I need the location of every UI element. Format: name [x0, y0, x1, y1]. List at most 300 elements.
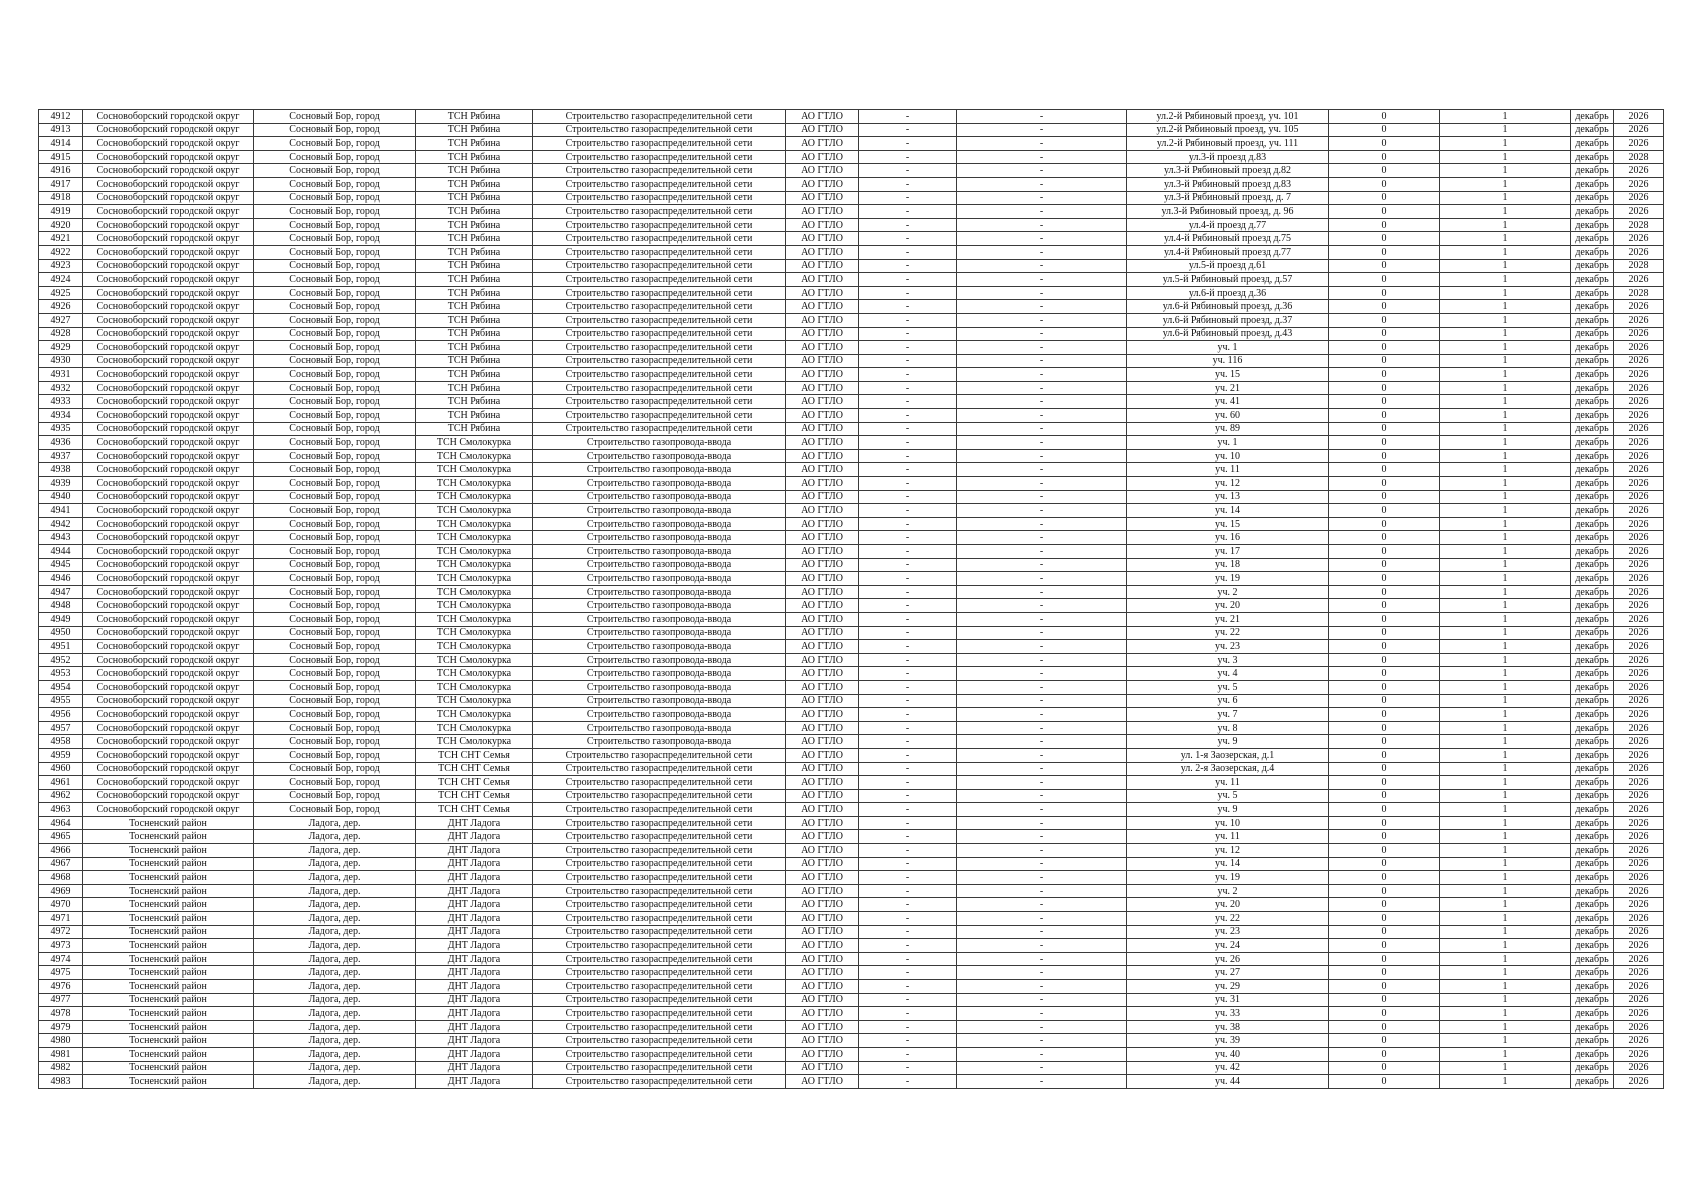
row-number-cell: 4935 [39, 422, 83, 436]
settlement-cell: Сосновый Бор, город [254, 531, 416, 545]
contractor-cell: АО ГТЛО [786, 694, 859, 708]
dash-cell-b: - [957, 409, 1127, 423]
year-cell: 2026 [1614, 884, 1664, 898]
dash-cell-a: - [859, 150, 957, 164]
value-a-cell: 0 [1329, 680, 1440, 694]
address-cell: уч. 19 [1127, 871, 1329, 885]
settlement-cell: Сосновый Бор, город [254, 599, 416, 613]
year-cell: 2026 [1614, 123, 1664, 137]
dash-cell-a: - [859, 558, 957, 572]
value-a-cell: 0 [1329, 1047, 1440, 1061]
row-number-cell: 4950 [39, 626, 83, 640]
table-row [39, 191, 1664, 205]
address-cell: уч. 23 [1127, 925, 1329, 939]
year-cell: 2026 [1614, 1007, 1664, 1021]
address-cell: ул.5-й проезд д.61 [1127, 259, 1329, 273]
work-type-cell: Строительство газопровода-ввода [533, 694, 786, 708]
district-cell: Сосновоборский городской округ [83, 721, 254, 735]
year-cell: 2026 [1614, 313, 1664, 327]
partnership-cell: ТСН Смолокурка [416, 653, 533, 667]
value-b-cell: 1 [1440, 137, 1571, 151]
year-cell: 2026 [1614, 599, 1664, 613]
contractor-cell: АО ГТЛО [786, 300, 859, 314]
district-cell: Сосновоборский городской округ [83, 545, 254, 559]
dash-cell-a: - [859, 327, 957, 341]
work-type-cell: Строительство газораспределительной сети [533, 966, 786, 980]
dash-cell-a: - [859, 1034, 957, 1048]
row-number-cell: 4954 [39, 680, 83, 694]
year-cell: 2028 [1614, 150, 1664, 164]
address-cell: уч. 12 [1127, 477, 1329, 491]
dash-cell-b: - [957, 368, 1127, 382]
year-cell: 2026 [1614, 232, 1664, 246]
dash-cell-b: - [957, 830, 1127, 844]
row-number-cell: 4983 [39, 1075, 83, 1089]
settlement-cell: Ладога, дер. [254, 966, 416, 980]
value-b-cell: 1 [1440, 939, 1571, 953]
partnership-cell: ДНТ Ладога [416, 912, 533, 926]
month-cell: декабрь [1571, 504, 1614, 518]
month-cell: декабрь [1571, 327, 1614, 341]
table-row [39, 585, 1664, 599]
contractor-cell: АО ГТЛО [786, 191, 859, 205]
year-cell: 2026 [1614, 177, 1664, 191]
work-type-cell: Строительство газопровода-ввода [533, 626, 786, 640]
settlement-cell: Сосновый Бор, город [254, 585, 416, 599]
contractor-cell: АО ГТЛО [786, 504, 859, 518]
year-cell: 2026 [1614, 395, 1664, 409]
dash-cell-a: - [859, 517, 957, 531]
address-cell: уч. 41 [1127, 395, 1329, 409]
row-number-cell: 4955 [39, 694, 83, 708]
row-number-cell: 4969 [39, 884, 83, 898]
contractor-cell: АО ГТЛО [786, 205, 859, 219]
dash-cell-b: - [957, 545, 1127, 559]
table-row [39, 721, 1664, 735]
value-b-cell: 1 [1440, 354, 1571, 368]
value-b-cell: 1 [1440, 177, 1571, 191]
value-b-cell: 1 [1440, 327, 1571, 341]
dash-cell-b: - [957, 694, 1127, 708]
settlement-cell: Ладога, дер. [254, 816, 416, 830]
partnership-cell: ТСН СНТ Семья [416, 762, 533, 776]
row-number-cell: 4978 [39, 1007, 83, 1021]
value-a-cell: 0 [1329, 245, 1440, 259]
settlement-cell: Ладога, дер. [254, 912, 416, 926]
value-a-cell: 0 [1329, 762, 1440, 776]
year-cell: 2026 [1614, 1020, 1664, 1034]
contractor-cell: АО ГТЛО [786, 1075, 859, 1089]
dash-cell-a: - [859, 721, 957, 735]
month-cell: декабрь [1571, 694, 1614, 708]
year-cell: 2026 [1614, 1034, 1664, 1048]
contractor-cell: АО ГТЛО [786, 667, 859, 681]
district-cell: Тосненский район [83, 884, 254, 898]
value-a-cell: 0 [1329, 980, 1440, 994]
value-a-cell: 0 [1329, 177, 1440, 191]
table-row [39, 1047, 1664, 1061]
district-cell: Тосненский район [83, 844, 254, 858]
contractor-cell: АО ГТЛО [786, 844, 859, 858]
year-cell: 2026 [1614, 844, 1664, 858]
district-cell: Сосновоборский городской округ [83, 789, 254, 803]
table-row [39, 558, 1664, 572]
dash-cell-b: - [957, 341, 1127, 355]
table-row [39, 110, 1664, 124]
year-cell: 2026 [1614, 354, 1664, 368]
district-cell: Сосновоборский городской округ [83, 395, 254, 409]
work-type-cell: Строительство газопровода-ввода [533, 721, 786, 735]
dash-cell-a: - [859, 653, 957, 667]
value-a-cell: 0 [1329, 436, 1440, 450]
work-type-cell: Строительство газораспределительной сети [533, 150, 786, 164]
row-number-cell: 4960 [39, 762, 83, 776]
dash-cell-a: - [859, 1047, 957, 1061]
settlement-cell: Ладога, дер. [254, 844, 416, 858]
row-number-cell: 4913 [39, 123, 83, 137]
value-a-cell: 0 [1329, 857, 1440, 871]
work-type-cell: Строительство газопровода-ввода [533, 735, 786, 749]
dash-cell-a: - [859, 164, 957, 178]
contractor-cell: АО ГТЛО [786, 871, 859, 885]
month-cell: декабрь [1571, 300, 1614, 314]
district-cell: Тосненский район [83, 1020, 254, 1034]
address-cell: уч. 5 [1127, 789, 1329, 803]
partnership-cell: ТСН Рябина [416, 205, 533, 219]
row-number-cell: 4928 [39, 327, 83, 341]
district-cell: Тосненский район [83, 830, 254, 844]
value-a-cell: 0 [1329, 844, 1440, 858]
address-cell: уч. 21 [1127, 381, 1329, 395]
contractor-cell: АО ГТЛО [786, 490, 859, 504]
year-cell: 2026 [1614, 341, 1664, 355]
contractor-cell: АО ГТЛО [786, 436, 859, 450]
year-cell: 2026 [1614, 762, 1664, 776]
work-type-cell: Строительство газопровода-ввода [533, 504, 786, 518]
dash-cell-a: - [859, 545, 957, 559]
value-b-cell: 1 [1440, 191, 1571, 205]
year-cell: 2026 [1614, 477, 1664, 491]
settlement-cell: Ладога, дер. [254, 1061, 416, 1075]
dash-cell-a: - [859, 1007, 957, 1021]
address-cell: уч. 17 [1127, 545, 1329, 559]
value-a-cell: 0 [1329, 490, 1440, 504]
table-row [39, 803, 1664, 817]
year-cell: 2026 [1614, 531, 1664, 545]
dash-cell-b: - [957, 137, 1127, 151]
row-number-cell: 4921 [39, 232, 83, 246]
table-row [39, 939, 1664, 953]
value-a-cell: 0 [1329, 599, 1440, 613]
year-cell: 2026 [1614, 653, 1664, 667]
year-cell: 2026 [1614, 667, 1664, 681]
table-row [39, 531, 1664, 545]
table-row [39, 816, 1664, 830]
table-row [39, 667, 1664, 681]
contractor-cell: АО ГТЛО [786, 164, 859, 178]
contractor-cell: АО ГТЛО [786, 409, 859, 423]
work-type-cell: Строительство газораспределительной сети [533, 912, 786, 926]
settlement-cell: Ладога, дер. [254, 980, 416, 994]
dash-cell-a: - [859, 449, 957, 463]
dash-cell-b: - [957, 354, 1127, 368]
table-row [39, 993, 1664, 1007]
row-number-cell: 4979 [39, 1020, 83, 1034]
dash-cell-a: - [859, 137, 957, 151]
month-cell: декабрь [1571, 449, 1614, 463]
value-b-cell: 1 [1440, 409, 1571, 423]
value-b-cell: 1 [1440, 1020, 1571, 1034]
partnership-cell: ДНТ Ладога [416, 1007, 533, 1021]
address-cell: уч. 2 [1127, 884, 1329, 898]
year-cell: 2026 [1614, 776, 1664, 790]
partnership-cell: ТСН Смолокурка [416, 545, 533, 559]
month-cell: декабрь [1571, 218, 1614, 232]
dash-cell-b: - [957, 721, 1127, 735]
value-b-cell: 1 [1440, 762, 1571, 776]
settlement-cell: Ладога, дер. [254, 952, 416, 966]
year-cell: 2028 [1614, 286, 1664, 300]
dash-cell-a: - [859, 966, 957, 980]
row-number-cell: 4957 [39, 721, 83, 735]
month-cell: декабрь [1571, 245, 1614, 259]
value-a-cell: 0 [1329, 748, 1440, 762]
settlement-cell: Сосновый Бор, город [254, 612, 416, 626]
settlement-cell: Сосновый Бор, город [254, 640, 416, 654]
address-cell: ул. 1-я Заозерская, д.1 [1127, 748, 1329, 762]
contractor-cell: АО ГТЛО [786, 150, 859, 164]
year-cell: 2026 [1614, 409, 1664, 423]
value-b-cell: 1 [1440, 626, 1571, 640]
dash-cell-b: - [957, 776, 1127, 790]
row-number-cell: 4936 [39, 436, 83, 450]
district-cell: Сосновоборский городской округ [83, 110, 254, 124]
settlement-cell: Сосновый Бор, город [254, 354, 416, 368]
settlement-cell: Сосновый Бор, город [254, 150, 416, 164]
partnership-cell: ТСН Рябина [416, 300, 533, 314]
dash-cell-b: - [957, 993, 1127, 1007]
contractor-cell: АО ГТЛО [786, 776, 859, 790]
table-row [39, 259, 1664, 273]
settlement-cell: Ладога, дер. [254, 857, 416, 871]
row-number-cell: 4941 [39, 504, 83, 518]
partnership-cell: ДНТ Ладога [416, 871, 533, 885]
address-cell: уч. 29 [1127, 980, 1329, 994]
value-a-cell: 0 [1329, 1007, 1440, 1021]
value-b-cell: 1 [1440, 110, 1571, 124]
row-number-cell: 4929 [39, 341, 83, 355]
address-cell: ул. 2-я Заозерская, д.4 [1127, 762, 1329, 776]
partnership-cell: ДНТ Ладога [416, 898, 533, 912]
dash-cell-a: - [859, 857, 957, 871]
address-cell: ул.2-й Рябиновый проезд, уч. 101 [1127, 110, 1329, 124]
work-type-cell: Строительство газораспределительной сети [533, 980, 786, 994]
settlement-cell: Сосновый Бор, город [254, 667, 416, 681]
settlement-cell: Сосновый Бор, город [254, 409, 416, 423]
contractor-cell: АО ГТЛО [786, 341, 859, 355]
work-type-cell: Строительство газопровода-ввода [533, 490, 786, 504]
partnership-cell: ДНТ Ладога [416, 1075, 533, 1089]
row-number-cell: 4980 [39, 1034, 83, 1048]
value-b-cell: 1 [1440, 1047, 1571, 1061]
address-cell: уч. 16 [1127, 531, 1329, 545]
value-a-cell: 0 [1329, 1020, 1440, 1034]
settlement-cell: Сосновый Бор, город [254, 748, 416, 762]
settlement-cell: Ладога, дер. [254, 898, 416, 912]
row-number-cell: 4932 [39, 381, 83, 395]
year-cell: 2026 [1614, 164, 1664, 178]
value-b-cell: 1 [1440, 545, 1571, 559]
address-cell: ул.6-й Рябиновый проезд, д.36 [1127, 300, 1329, 314]
partnership-cell: ТСН Смолокурка [416, 640, 533, 654]
year-cell: 2026 [1614, 558, 1664, 572]
partnership-cell: ТСН Смолокурка [416, 680, 533, 694]
district-cell: Сосновоборский городской округ [83, 123, 254, 137]
address-cell: уч. 1 [1127, 341, 1329, 355]
table-row [39, 708, 1664, 722]
row-number-cell: 4918 [39, 191, 83, 205]
table-row [39, 871, 1664, 885]
contractor-cell: АО ГТЛО [786, 354, 859, 368]
value-a-cell: 0 [1329, 939, 1440, 953]
month-cell: декабрь [1571, 164, 1614, 178]
month-cell: декабрь [1571, 150, 1614, 164]
work-type-cell: Строительство газораспределительной сети [533, 300, 786, 314]
row-number-cell: 4931 [39, 368, 83, 382]
row-number-cell: 4919 [39, 205, 83, 219]
value-a-cell: 0 [1329, 735, 1440, 749]
dash-cell-a: - [859, 626, 957, 640]
address-cell: уч. 60 [1127, 409, 1329, 423]
month-cell: декабрь [1571, 545, 1614, 559]
district-cell: Тосненский район [83, 816, 254, 830]
contractor-cell: АО ГТЛО [786, 626, 859, 640]
dash-cell-a: - [859, 123, 957, 137]
month-cell: декабрь [1571, 789, 1614, 803]
dash-cell-b: - [957, 205, 1127, 219]
work-type-cell: Строительство газопровода-ввода [533, 640, 786, 654]
district-cell: Сосновоборский городской округ [83, 463, 254, 477]
row-number-cell: 4917 [39, 177, 83, 191]
contractor-cell: АО ГТЛО [786, 803, 859, 817]
work-type-cell: Строительство газопровода-ввода [533, 463, 786, 477]
value-a-cell: 0 [1329, 898, 1440, 912]
dash-cell-a: - [859, 572, 957, 586]
value-b-cell: 1 [1440, 599, 1571, 613]
district-cell: Сосновоборский городской округ [83, 599, 254, 613]
contractor-cell: АО ГТЛО [786, 218, 859, 232]
district-cell: Сосновоборский городской округ [83, 259, 254, 273]
row-number-cell: 4947 [39, 585, 83, 599]
work-type-cell: Строительство газораспределительной сети [533, 245, 786, 259]
month-cell: декабрь [1571, 912, 1614, 926]
dash-cell-b: - [957, 504, 1127, 518]
value-a-cell: 0 [1329, 667, 1440, 681]
row-number-cell: 4982 [39, 1061, 83, 1075]
month-cell: декабрь [1571, 422, 1614, 436]
settlement-cell: Ладога, дер. [254, 1007, 416, 1021]
settlement-cell: Сосновый Бор, город [254, 721, 416, 735]
address-cell: уч. 40 [1127, 1047, 1329, 1061]
value-a-cell: 0 [1329, 286, 1440, 300]
address-cell: уч. 27 [1127, 966, 1329, 980]
work-type-cell: Строительство газопровода-ввода [533, 531, 786, 545]
row-number-cell: 4952 [39, 653, 83, 667]
dash-cell-b: - [957, 912, 1127, 926]
district-cell: Сосновоборский городской округ [83, 273, 254, 287]
row-number-cell: 4948 [39, 599, 83, 613]
contractor-cell: АО ГТЛО [786, 830, 859, 844]
value-b-cell: 1 [1440, 680, 1571, 694]
dash-cell-a: - [859, 259, 957, 273]
dash-cell-a: - [859, 871, 957, 885]
address-cell: уч. 14 [1127, 857, 1329, 871]
table-row [39, 966, 1664, 980]
address-cell: уч. 5 [1127, 680, 1329, 694]
table-row [39, 504, 1664, 518]
value-b-cell: 1 [1440, 980, 1571, 994]
dash-cell-b: - [957, 816, 1127, 830]
month-cell: декабрь [1571, 857, 1614, 871]
year-cell: 2026 [1614, 640, 1664, 654]
value-b-cell: 1 [1440, 966, 1571, 980]
dash-cell-b: - [957, 844, 1127, 858]
month-cell: декабрь [1571, 871, 1614, 885]
value-a-cell: 0 [1329, 341, 1440, 355]
work-type-cell: Строительство газопровода-ввода [533, 558, 786, 572]
settlement-cell: Сосновый Бор, город [254, 680, 416, 694]
year-cell: 2026 [1614, 939, 1664, 953]
contractor-cell: АО ГТЛО [786, 708, 859, 722]
row-number-cell: 4981 [39, 1047, 83, 1061]
district-cell: Сосновоборский городской округ [83, 137, 254, 151]
partnership-cell: ТСН Рябина [416, 123, 533, 137]
dash-cell-a: - [859, 898, 957, 912]
table-row [39, 463, 1664, 477]
district-cell: Тосненский район [83, 1034, 254, 1048]
year-cell: 2026 [1614, 912, 1664, 926]
dash-cell-a: - [859, 273, 957, 287]
settlement-cell: Сосновый Бор, город [254, 653, 416, 667]
work-type-cell: Строительство газораспределительной сети [533, 830, 786, 844]
year-cell: 2026 [1614, 993, 1664, 1007]
value-a-cell: 0 [1329, 531, 1440, 545]
row-number-cell: 4922 [39, 245, 83, 259]
value-b-cell: 1 [1440, 789, 1571, 803]
table-row [39, 245, 1664, 259]
partnership-cell: ТСН Рябина [416, 395, 533, 409]
month-cell: декабрь [1571, 517, 1614, 531]
district-cell: Сосновоборский городской округ [83, 150, 254, 164]
row-number-cell: 4945 [39, 558, 83, 572]
work-type-cell: Строительство газораспределительной сети [533, 748, 786, 762]
work-type-cell: Строительство газопровода-ввода [533, 449, 786, 463]
month-cell: декабрь [1571, 259, 1614, 273]
work-type-cell: Строительство газопровода-ввода [533, 667, 786, 681]
partnership-cell: ДНТ Ладога [416, 925, 533, 939]
value-a-cell: 0 [1329, 368, 1440, 382]
row-number-cell: 4949 [39, 612, 83, 626]
table-row [39, 477, 1664, 491]
value-b-cell: 1 [1440, 667, 1571, 681]
month-cell: декабрь [1571, 531, 1614, 545]
table-row [39, 1034, 1664, 1048]
year-cell: 2026 [1614, 545, 1664, 559]
dash-cell-a: - [859, 463, 957, 477]
contractor-cell: АО ГТЛО [786, 1020, 859, 1034]
contractor-cell: АО ГТЛО [786, 993, 859, 1007]
table-row [39, 341, 1664, 355]
